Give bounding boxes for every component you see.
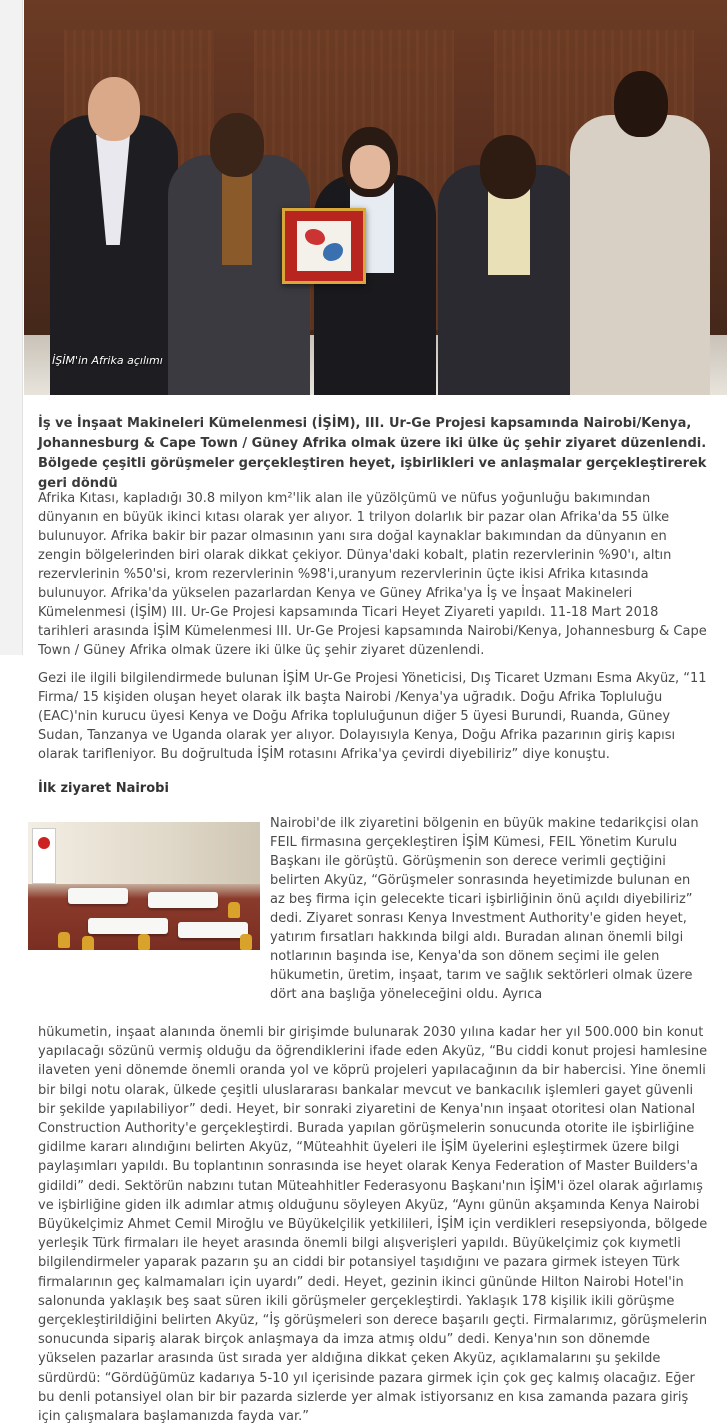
article-lead: İş ve İnşaat Makineleri Kümelenmesi (İŞİM), III. Ur-Ge Projesi kapsamında Nairobi/Kenya, Johannesburg & Cape Town / Güney Afrika olmak üzere iki ülke üç şehir ziyaret düzenlendi. Bölgede çeşitli görüşmeler gerçekleştiren heyet, işbirlikleri ve anlaşmalar gerçekleştirerek geri döndü <box>38 416 707 491</box>
section-heading: İlk ziyaret Nairobi <box>38 781 169 796</box>
person-figure <box>434 65 584 395</box>
article-paragraph: Gezi ile ilgili bilgilendirmede bulunan İŞİM Ur-Ge Projesi Yöneticisi, Dış Ticaret Uzmanı Esma Akyüz, “11 Firma/ 15 kişiden oluşan heyet olarak ilk başta Nairobi /Kenya'ya uğradık. Doğu Afrika Topluluğu (EAC)'nin kurucu üyesi Kenya ve Doğu Afrika topluluğunun diğer 5 üyesi Burundi, Ruanda, Güney Sudan, Tanzanya ve Uganda olarak yer alıyor. Dolayısıyla Kenya, Doğu Afrika pazarının giriş kapısı olarak tarifleniyor. Bu doğrultuda İŞİM rotasını Afrika'ya çevirdi diyebiliriz” diye konuştu. <box>38 671 707 762</box>
person-figure <box>564 25 714 395</box>
person-figure <box>44 35 184 395</box>
roll-up-banner <box>32 828 56 884</box>
article-paragraph: Nairobi'de ilk ziyaretini bölgenin en büyük makine tedarikçisi olan FEIL firmasına gerçekleştiren İŞİM Kümesi, FEIL Yönetim Kurulu Başkanı ile görüştü. Görüşmenin son derece verimli geçtiğini belirten Akyüz, “Görüşmeler sonrasında heyetimizde bulunan en az beş firma için gelecekte ticari işbirliğinin önü açıldı diyebiliriz” dedi. Ziyaret sonrası Kenya Investment Authority'e giden heyet, yatırım fırsatları hakkında bilgi aldı. Buradan alınan önemli bilgi notlarının başında ise, Kenya'da son dönem seçimi ile gelen hükumetin, üretim, inşaat, tarım ve sağlık sektörleri olmak üzere dört ana başlığa yöneleceğini oldu. Ayrıca <box>270 816 699 1002</box>
article-paragraph: Afrika Kıtası, kapladığı 30.8 milyon km²'lik alan ile yüzölçümü ve nüfus yoğunluğu bakımından dünyanın en büyük ikinci kıtası olarak yer alıyor. 1 trilyon dolarlık bir pazar olan Afrika'da 55 ülke bulunuyor. Afrika bakir bir pazar olmasının yanı sıra doğal kaynaklar bakımından da dünyanın en zengin bölgelerinden biri olarak dikkat çekiyor. Dünya'daki kobalt, platin rezervlerinin %90'ı, altın rezervlerinin %50'si, krom rezervlerinin %98'i,uranyum rezervlerinin üçte ikisi Afrika kıtasında bulunuyor. Afrika'da yükselen pazarlardan Kenya ve Güney Afrika'ya İş ve İnşaat Makineleri Kümelenmesi (İŞİM) III. Ur-Ge Projesi kapsamında Ticari Heyet Ziyareti yapıldı. 11-18 Mart 2018 tarihleri arasında İŞİM Kümelenmesi III. Ur-Ge Projesi kapsamında Nairobi/Kenya, Johannesburg & Cape Town / Güney Afrika olmak üzere iki ülke üç şehir ziyaret düzenlendi. <box>38 491 707 658</box>
article-paragraph: hükumetin, inşaat alanında önemli bir girişimde bulunarak 2030 yılına kadar her yıl 500.000 bin konut yapılacağı sözünü vermiş olduğu da öğrendiklerini ifade eden Akyüz, “Bu ciddi konut projesi hamlesine ilaveten yeni dönemde önemli oranda yol ve köprü projeleri yapılacağının da bir habercisi. Yine önemli bir bilgi notu olarak, ülkede çeşitli uluslararası bankalar mevcut ve bankacılık işlemleri gayet güvenli bir şekilde yapılabiliyor” dedi. Heyet, bir sonraki ziyaretini de Kenya'nın inşaat otoritesi olan National Construction Authority'e gerçekleştirdi. Burada yapılan görüşmelerin sonucunda otorite ile işbirliğine gidilme kararı alındığını belirten Akyüz, “Müteahhit üyeleri ile İŞİM üyelerini eşleştirmek üzere bilgi paylaşımları yapıldı. Bu toplantının sonrasında ise heyet olarak Kenya Federation of Master Builders'a gidildi” dedi. Sektörün nabzını tutan Müteahhitler Federasyonu Başkanı'nın İŞİM'i özel olarak ağırlamış ve işbirliğine giden ilk adımlar atmış olduğunu söyleyen Akyüz, “Aynı günün akşamında Kenya Nairobi Büyükelçimiz Ahmet Cemil Miroğlu ve Büyükelçilik yetkilileri, İŞİM için verdikleri resepsiyonda, bölgede yerleşik Türk firmaları ile heyet arasında önemli bilgi alışverişleri yapıldı. Büyükelçimiz çok kıymetli bilgilendirmeler yaparak pazarın şu an ciddi bir potansiyel taşıdığını ve pazara girmek isteyen Türk firmalarının geç kalmamaları için uyardı” dedi. Heyet, gezinin ikinci gününde Hilton Nairobi Hotel'in salonunda yaklaşık beş saat süren ikili görüşmeler gerçekleştirdi. Yaklaşık 178 kişilik ikili görüşme gerçekleştirildiğini belirten Akyüz, “İş görüşmeleri son derece başarılı geçti. Firmalarımız, görüşmelerin sonucunda sipariş alarak birçok anlaşmaya da imza atmış oldu” dedi. Kenya'nın son dönemde yükselen pazarlar arasında üst sırada yer aldığına dikkat çeken Akyüz, açıklamalarını şu şekilde sürdürdü: “Gördüğümüz kadarıya 5-10 yıl içerisinde pazara girmek için çok geç kalmış olacağız. Eğer bu denli potansiyel olan bir bir pazarda sizlerde yer almak istiyorsanız en kısa zamanda pazara giriş için çalışmalara başlamanızda fayda var.” <box>38 1025 708 1425</box>
meeting-room-photo <box>28 822 260 950</box>
hero-caption: İŞİM'in Afrika açılımı <box>52 354 163 367</box>
hero-photo <box>24 0 727 395</box>
left-margin-rule <box>0 0 23 655</box>
award-plaque <box>282 208 366 284</box>
